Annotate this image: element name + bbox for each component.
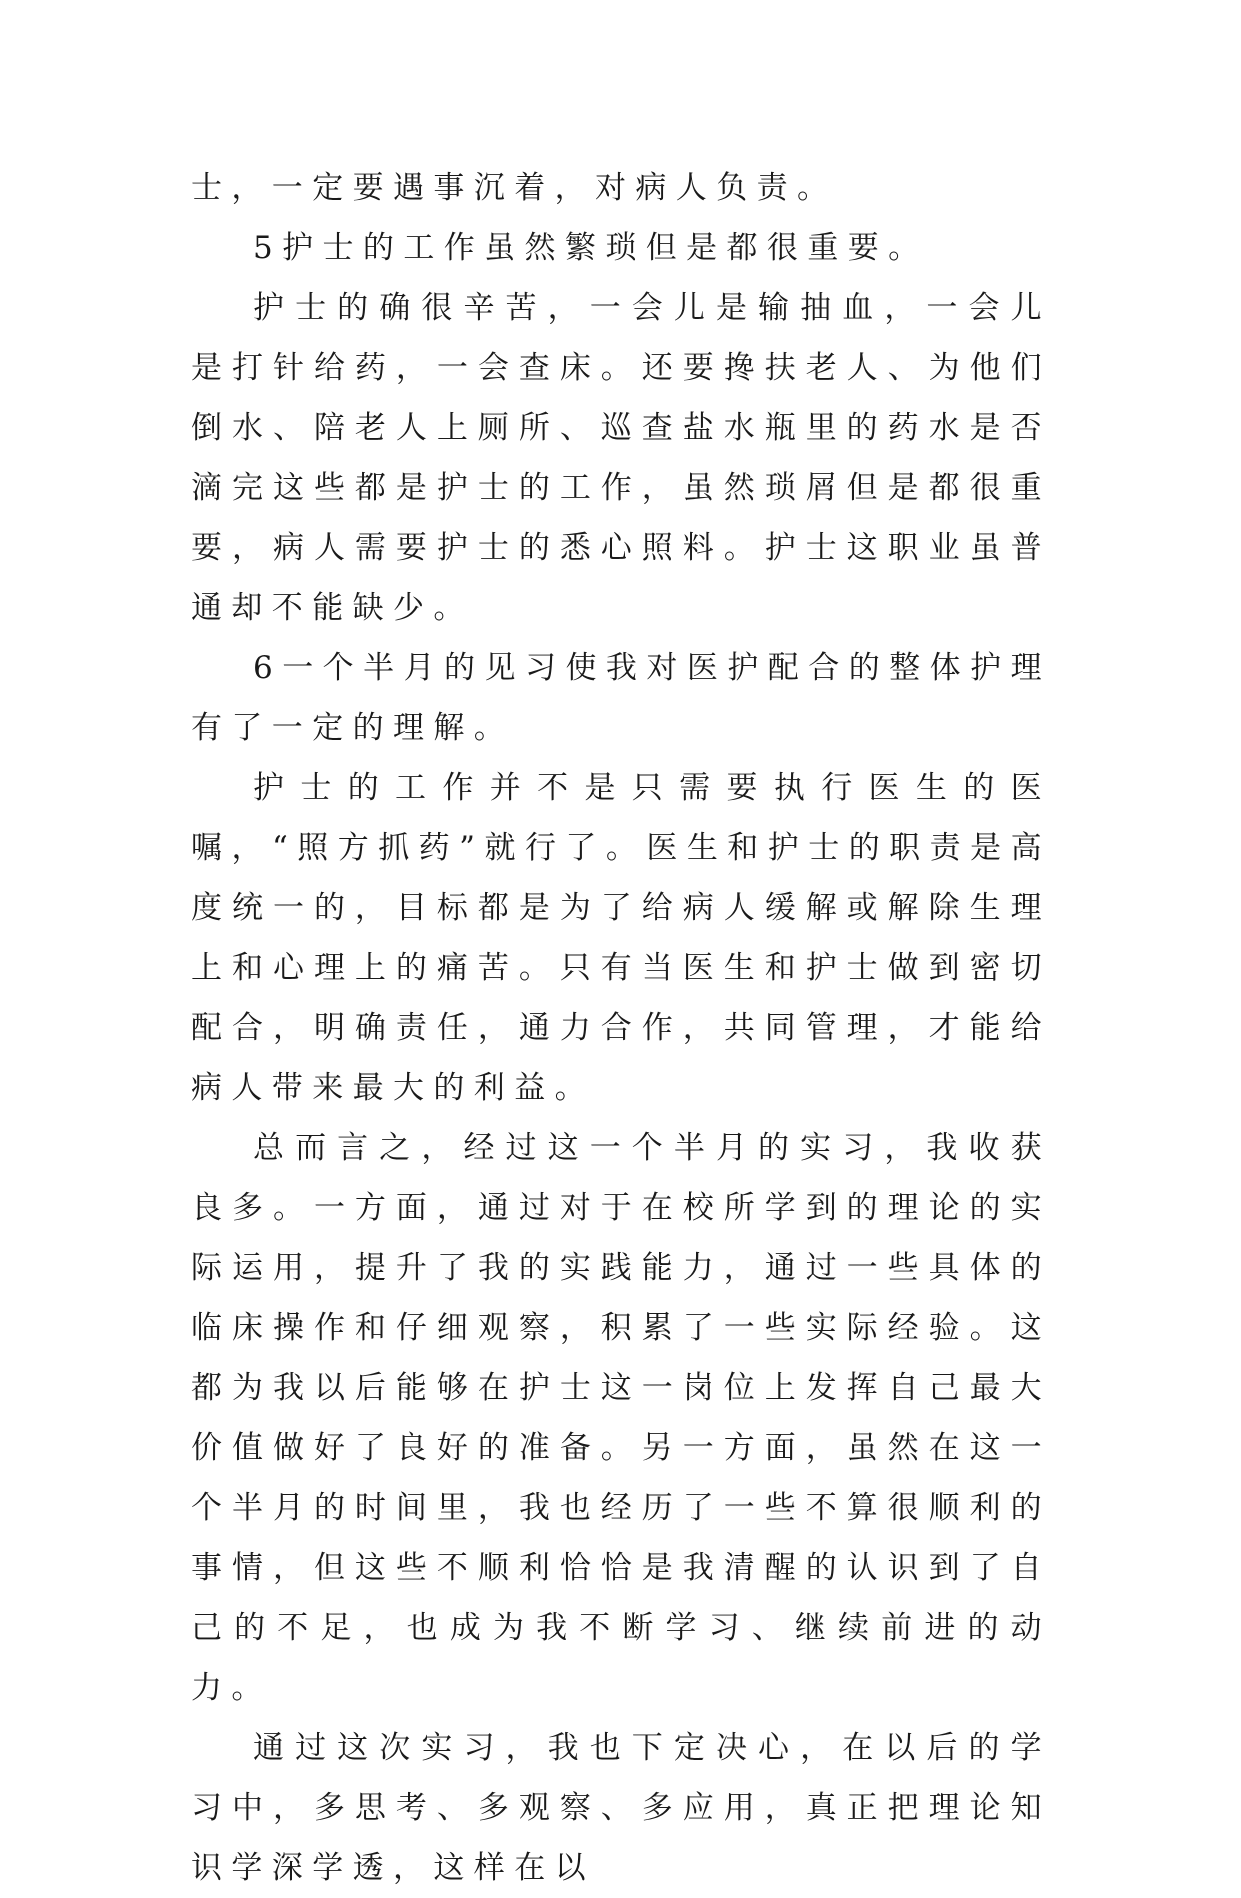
paragraph-doctor-nurse-cooperation: 护士的工作并不是只需要执行医生的医嘱，“照方抓药”就行了。医生和护士的职责是高度统一的，目标都是为了给病人缓解或解除生理上和心理上的痛苦。只有当医生和护士做到密切配合，明确责任，通力合作，共同管理，才能给病人带来最大的利益。	[191, 770, 1051, 1106]
paragraph-nurse-duties: 护士的确很辛苦，一会儿是输抽血，一会儿是打针给药，一会查床。还要搀扶老人、为他们倒水、陪老人上厕所、巡查盐水瓶里的药水是否滴完这些都是护士的工作，虽然琐屑但是都很重要，病人需要护士的悉心照料。护士这职业虽普通却不能缺少。	[191, 290, 1051, 626]
paragraph-resolution: 通过这次实习，我也下定决心，在以后的学习中，多思考、多观察、多应用，真正把理论知识学深学透，这样在以	[191, 1730, 1051, 1886]
paragraph-point-5: 5护士的工作虽然繁琐但是都很重要。	[253, 230, 929, 266]
document-body	[191, 158, 1051, 1898]
paragraph-continued: 士，一定要遇事沉着，对病人负责。	[191, 170, 838, 206]
paragraph-summary: 总而言之，经过这一个半月的实习，我收获良多。一方面，通过对于在校所学到的理论的实际运用，提升了我的实践能力，通过一些具体的临床操作和仔细观察，积累了一些实际经验。这都为我以后能够在护士这一岗位上发挥自己最大价值做好了良好的准备。另一方面，虽然在这一个半月的时间里，我也经历了一些不算很顺利的事情，但这些不顺利恰恰是我清醒的认识到了自己的不足，也成为我不断学习、继续前进的动力。	[191, 1130, 1051, 1706]
paragraph-point-6: 6一个半月的见习使我对医护配合的整体护理有了一定的理解。	[191, 650, 1051, 746]
